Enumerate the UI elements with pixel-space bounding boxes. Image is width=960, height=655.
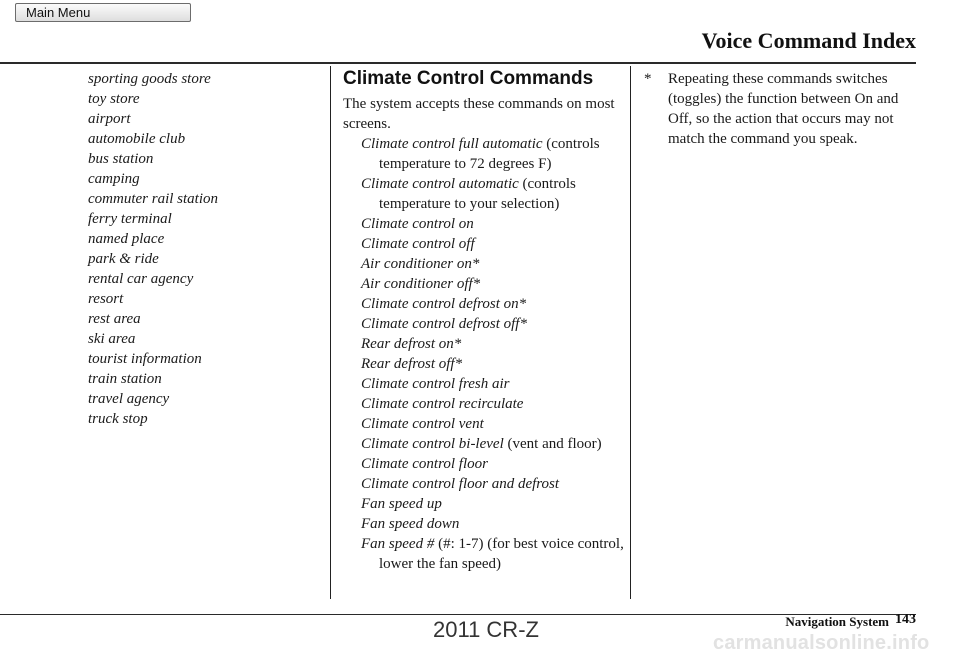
list-item: camping: [88, 171, 140, 187]
command-item: [343, 274, 625, 294]
command-text: Climate control off: [361, 236, 475, 252]
command-text: Rear defrost on*: [361, 336, 462, 352]
climate-control-section: [343, 67, 625, 574]
command-item: [343, 234, 625, 254]
footnote-text: Repeating these commands switches (toggles) the function between On and Off, so the action that occurs may not match the command you speak.: [668, 71, 899, 147]
command-description: (controls temperature to 72 degrees F): [379, 136, 600, 172]
command-item: [343, 454, 625, 474]
list-item: park & ride: [88, 251, 159, 267]
command-item: [343, 254, 625, 274]
command-item: [343, 434, 625, 454]
list-item: automobile club: [88, 131, 186, 147]
section-title: Climate Control Commands: [343, 68, 594, 89]
page-number: 143: [895, 612, 916, 627]
main-menu-button[interactable]: Main Menu: [15, 3, 191, 22]
command-text: Climate control on: [361, 216, 474, 232]
command-text: Climate control defrost off*: [361, 316, 527, 332]
command-text: Fan speed down: [361, 516, 460, 532]
command-text: Climate control floor: [361, 456, 488, 472]
list-item: ferry terminal: [88, 211, 172, 227]
command-text: Rear defrost off*: [361, 356, 463, 372]
page-title: Voice Command Index: [701, 28, 916, 53]
command-text: Air conditioner on*: [361, 256, 480, 272]
list-item: resort: [88, 291, 124, 307]
list-item: train station: [88, 371, 162, 387]
command-text: Climate control bi-level: [361, 436, 504, 452]
footer-rule: [0, 614, 916, 615]
command-item: [343, 534, 625, 574]
command-item: [343, 514, 625, 534]
list-item: rental car agency: [88, 271, 194, 287]
column-divider: [330, 66, 331, 599]
command-item: [343, 334, 625, 354]
command-text: Climate control automatic: [361, 176, 519, 192]
column-divider: [630, 66, 631, 599]
command-description: (controls temperature to your selection): [379, 176, 576, 212]
command-description: (vent and floor): [507, 436, 602, 452]
footnote-marker: *: [644, 71, 652, 87]
list-item: airport: [88, 111, 131, 127]
command-item: [343, 394, 625, 414]
list-item: named place: [88, 231, 165, 247]
list-item: travel agency: [88, 391, 170, 407]
command-text: Climate control fresh air: [361, 376, 510, 392]
command-item: [343, 174, 625, 214]
footnote: [644, 69, 924, 149]
list-item: rest area: [88, 311, 141, 327]
site-watermark: carmanualsonline.info: [713, 632, 930, 654]
command-description: (#: 1-7) (for best voice control, lower the fan speed): [379, 536, 624, 572]
command-text: Air conditioner off*: [361, 276, 481, 292]
model-watermark: 2011 CR-Z: [433, 617, 539, 642]
header-rule: [0, 62, 916, 64]
section-intro: The system accepts these commands on most screens.: [343, 96, 615, 132]
command-item: [343, 134, 625, 174]
command-item: [343, 294, 625, 314]
command-list: [343, 134, 625, 574]
command-item: [343, 414, 625, 434]
list-item: ski area: [88, 331, 136, 347]
command-text: Fan speed #: [361, 536, 435, 552]
footer-label: Navigation System: [785, 614, 889, 629]
list-item: toy store: [88, 91, 140, 107]
command-item: [343, 214, 625, 234]
list-item: truck stop: [88, 411, 148, 427]
command-text: Climate control full automatic: [361, 136, 543, 152]
command-text: Climate control defrost on*: [361, 296, 527, 312]
command-item: [343, 314, 625, 334]
command-item: [343, 494, 625, 514]
command-item: [343, 354, 625, 374]
list-item: commuter rail station: [88, 191, 218, 207]
command-text: Fan speed up: [361, 496, 442, 512]
list-item: bus station: [88, 151, 154, 167]
command-text: Climate control recirculate: [361, 396, 524, 412]
list-item: sporting goods store: [88, 71, 211, 87]
list-item: tourist information: [88, 351, 202, 367]
place-category-list: [88, 69, 318, 429]
command-text: Climate control vent: [361, 416, 484, 432]
command-item: [343, 374, 625, 394]
command-item: [343, 474, 625, 494]
command-text: Climate control floor and defrost: [361, 476, 560, 492]
